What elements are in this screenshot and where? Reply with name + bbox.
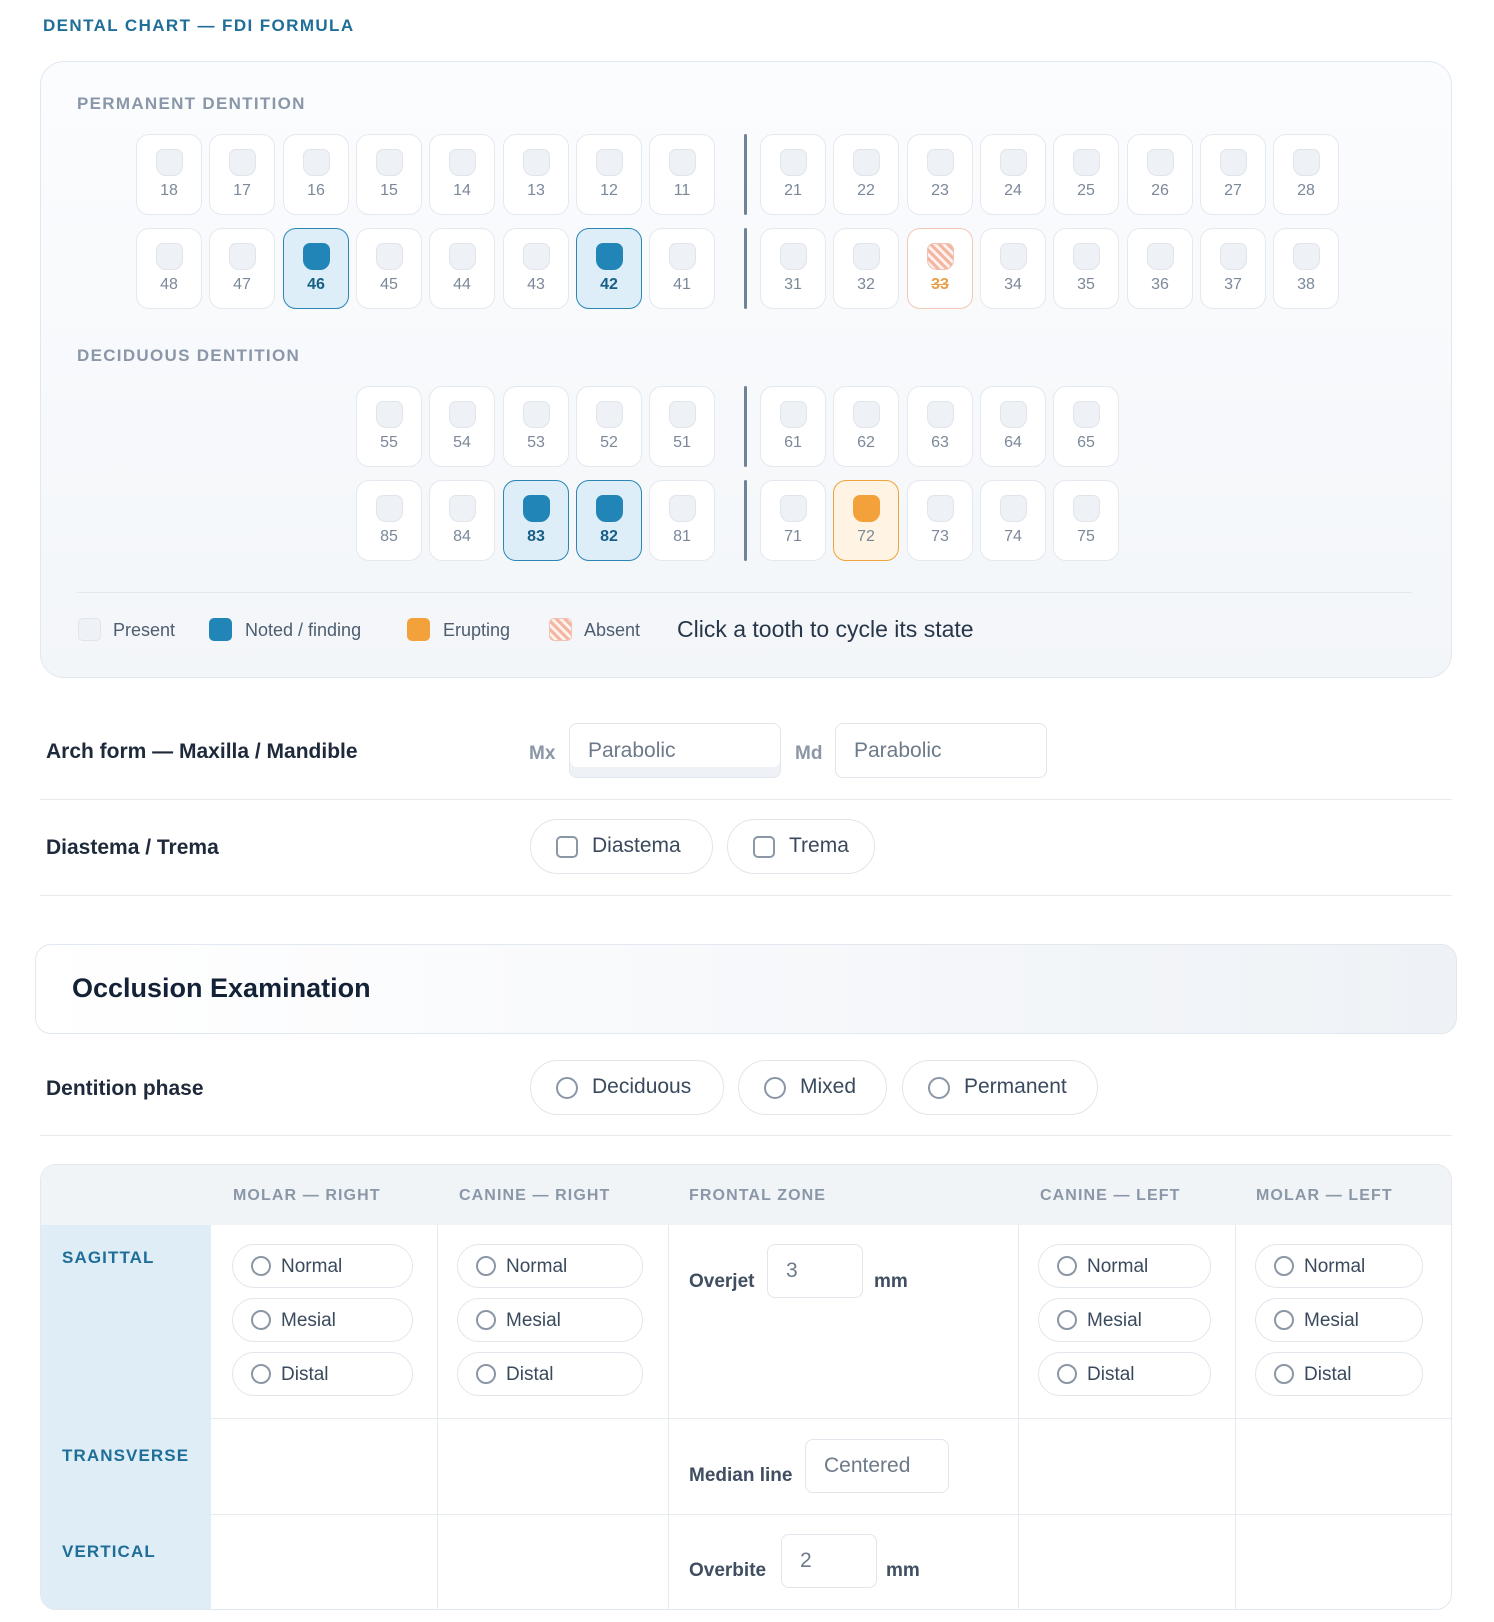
tooth-21[interactable] [760,134,826,215]
tooth-25[interactable] [1053,134,1119,215]
radio-icon [1057,1310,1077,1330]
tooth-52[interactable] [576,386,642,467]
radio-label: Normal [1087,1256,1149,1277]
tooth-crown-icon [523,401,550,428]
radio-label: Distal [1087,1364,1135,1385]
tooth-12[interactable] [576,134,642,215]
col-frontal-zone: FRONTAL ZONE [689,1187,827,1204]
legend-erupting-label: Erupting [443,620,511,640]
tooth-crown-icon [449,495,476,522]
tooth-65[interactable] [1053,386,1119,467]
tooth-crown-icon [1073,401,1100,428]
radio-icon [476,1310,496,1330]
tooth-63[interactable] [907,386,973,467]
radio-label: Distal [1304,1364,1352,1385]
mandible-arch-input[interactable]: Parabolic [835,723,1047,778]
tooth-83[interactable] [503,480,569,561]
tooth-54[interactable] [429,386,495,467]
tooth-number: 23 [931,182,949,199]
radio-label: Normal [281,1256,343,1277]
checkbox-icon [556,836,578,858]
tooth-84[interactable] [429,480,495,561]
midline-divider [744,480,747,561]
tooth-crown-icon [449,401,476,428]
radio-label: Normal [1304,1256,1366,1277]
tooth-crown-icon [780,495,807,522]
radio-icon [1274,1256,1294,1276]
tooth-number: 31 [784,276,802,293]
tooth-crown-icon [1147,243,1174,270]
tooth-crown-icon [1073,243,1100,270]
tooth-62[interactable] [833,386,899,467]
tooth-crown-icon [1220,243,1247,270]
radio-icon [251,1256,271,1276]
tooth-crown-icon [449,149,476,176]
tooth-number: 47 [233,276,251,293]
tooth-number: 15 [380,182,398,199]
tooth-crown-icon [1000,149,1027,176]
tooth-15[interactable] [356,134,422,215]
row-divider [40,799,1452,800]
tooth-36[interactable] [1127,228,1193,309]
tooth-81[interactable] [649,480,715,561]
canine-right-mesial-radio[interactable] [457,1298,643,1342]
tooth-38[interactable] [1273,228,1339,309]
tooth-crown-icon [1000,243,1027,270]
radio-label: Mesial [281,1310,336,1331]
radio-label: Distal [506,1364,554,1385]
canine-left-distal-radio[interactable] [1038,1352,1211,1396]
tooth-number: 32 [857,276,875,293]
tooth-number: 84 [453,528,471,545]
tooth-crown-icon [1000,401,1027,428]
tooth-number: 53 [527,434,545,451]
tooth-crown-icon [1220,149,1247,176]
tooth-crown-icon [376,149,403,176]
occlusion-table [40,1164,1452,1610]
tooth-74[interactable] [980,480,1046,561]
molar-left-distal-radio[interactable] [1255,1352,1423,1396]
tooth-44[interactable] [429,228,495,309]
tooth-crown-icon [1073,495,1100,522]
tooth-crown-icon [927,495,954,522]
molar-left-normal-radio[interactable] [1255,1244,1423,1288]
tooth-number: 11 [673,182,691,199]
tooth-27[interactable] [1200,134,1266,215]
tooth-37[interactable] [1200,228,1266,309]
tooth-crown-icon [596,243,623,270]
tooth-crown-icon [669,243,696,270]
tooth-number: 14 [453,182,471,199]
tooth-17[interactable] [209,134,275,215]
trema-checkbox[interactable] [727,819,875,874]
md-prefix: Md [795,743,823,764]
tooth-34[interactable] [980,228,1046,309]
midline-divider [744,386,747,467]
tooth-61[interactable] [760,386,826,467]
maxilla-arch-input[interactable]: Parabolic [569,723,781,778]
tooth-number: 83 [527,528,545,545]
molar-right-mesial-radio[interactable] [232,1298,413,1342]
canine-left-mesial-radio[interactable] [1038,1298,1211,1342]
tooth-crown-icon [927,401,954,428]
tooth-crown-icon [853,495,880,522]
canine-left-normal-radio[interactable] [1038,1244,1211,1288]
overjet-unit: mm [874,1271,908,1292]
radio-icon [476,1364,496,1384]
legend-present-swatch [78,618,101,641]
radio-icon [251,1310,271,1330]
tooth-crown-icon [596,401,623,428]
tooth-crown-icon [449,243,476,270]
tooth-number: 73 [931,528,949,545]
legend-noted-swatch [209,618,232,641]
tooth-number: 37 [1224,276,1242,293]
tooth-crown-icon [780,243,807,270]
arch-form-label: Arch form — Maxilla / Mandible [46,740,358,763]
tooth-crown-icon [596,495,623,522]
tooth-number: 12 [600,182,618,199]
tooth-crown-icon [303,243,330,270]
tooth-75[interactable] [1053,480,1119,561]
tooth-crown-icon [1293,149,1320,176]
molar-left-mesial-radio[interactable] [1255,1298,1423,1342]
tooth-crown-icon [376,401,403,428]
tooth-crown-icon [523,149,550,176]
dentition-permanent-radio[interactable] [902,1060,1098,1115]
permanent-radio-label: Permanent [964,1075,1067,1098]
radio-label: Normal [506,1256,568,1277]
tooth-number: 85 [380,528,398,545]
tooth-number: 17 [233,182,251,199]
mixed-radio-label: Mixed [800,1075,857,1098]
row-divider [40,1135,1452,1136]
tooth-55[interactable] [356,386,422,467]
permanent-dentition-label: PERMANENT DENTITION [77,94,306,113]
tooth-crown-icon [523,495,550,522]
radio-label: Distal [281,1364,329,1385]
tooth-crown-icon [376,243,403,270]
radio-icon [556,1077,578,1099]
occlusion-section-header [35,944,1457,1034]
tooth-number: 62 [857,434,875,451]
radio-icon [764,1077,786,1099]
tooth-45[interactable] [356,228,422,309]
overjet-input[interactable]: 3 [767,1244,863,1298]
tooth-number: 65 [1077,434,1095,451]
row-divider [211,1418,1452,1419]
tooth-crown-icon [1073,149,1100,176]
radio-icon [1057,1364,1077,1384]
tooth-number: 54 [453,434,471,451]
tooth-16[interactable] [283,134,349,215]
diastema-checkbox-label: Diastema [592,834,681,857]
tooth-number: 72 [857,528,875,545]
tooth-number: 48 [160,276,178,293]
radio-icon [928,1077,950,1099]
legend-erupting-swatch [407,618,430,641]
checkbox-icon [753,836,775,858]
tooth-crown-icon [780,149,807,176]
tooth-85[interactable] [356,480,422,561]
tooth-number: 21 [784,182,802,199]
tooth-number: 36 [1151,276,1169,293]
molar-right-normal-radio[interactable] [232,1244,413,1288]
tooth-41[interactable] [649,228,715,309]
tooth-23[interactable] [907,134,973,215]
tooth-number: 63 [931,434,949,451]
mx-prefix: Mx [529,743,556,764]
tooth-number: 18 [160,182,178,199]
tooth-number: 43 [527,276,545,293]
tooth-crown-icon [927,149,954,176]
tooth-crown-icon [376,495,403,522]
midline-divider [744,134,747,215]
overbite-unit: mm [886,1560,920,1581]
tooth-crown-icon [853,149,880,176]
tooth-35[interactable] [1053,228,1119,309]
tooth-24[interactable] [980,134,1046,215]
tooth-crown-icon [669,495,696,522]
radio-icon [1274,1310,1294,1330]
radio-icon [476,1256,496,1276]
row-divider [211,1514,1452,1515]
legend-divider [77,592,1412,593]
tooth-42[interactable] [576,228,642,309]
tooth-18[interactable] [136,134,202,215]
col-canine-right: CANINE — RIGHT [459,1187,611,1204]
tooth-47[interactable] [209,228,275,309]
tooth-number: 28 [1297,182,1315,199]
tooth-number: 35 [1077,276,1095,293]
tooth-71[interactable] [760,480,826,561]
tooth-number: 42 [600,276,618,293]
col-molar-left: MOLAR — LEFT [1256,1187,1393,1204]
row-sagittal: SAGITTAL [62,1248,155,1267]
legend-absent-swatch [549,618,572,641]
dentition-mixed-radio[interactable] [738,1060,887,1115]
tooth-31[interactable] [760,228,826,309]
tooth-13[interactable] [503,134,569,215]
tooth-crown-icon [156,149,183,176]
tooth-number: 33 [931,276,949,293]
radio-icon [1274,1364,1294,1384]
deciduous-radio-label: Deciduous [592,1075,692,1098]
tooth-crown-icon [229,243,256,270]
overjet-label: Overjet [689,1271,755,1292]
tooth-crown-icon [1293,243,1320,270]
tooth-number: 64 [1004,434,1022,451]
canine-right-distal-radio[interactable] [457,1352,643,1396]
tooth-number: 71 [784,528,802,545]
tooth-number: 81 [673,528,691,545]
tooth-crown-icon [927,243,954,270]
diastema-trema-label: Diastema / Trema [46,836,219,859]
tooth-number: 34 [1004,276,1022,293]
tooth-crown-icon [853,401,880,428]
tooth-number: 27 [1224,182,1242,199]
tooth-crown-icon [1147,149,1174,176]
tooth-28[interactable] [1273,134,1339,215]
tooth-crown-icon [523,243,550,270]
molar-right-distal-radio[interactable] [232,1352,413,1396]
tooth-number: 44 [453,276,471,293]
row-transverse: TRANSVERSE [62,1446,190,1465]
tooth-32[interactable] [833,228,899,309]
tooth-number: 51 [673,434,691,451]
tooth-number: 46 [307,276,325,293]
trema-checkbox-label: Trema [789,834,849,857]
tooth-number: 22 [857,182,875,199]
legend-noted-label: Noted / finding [245,620,362,640]
legend-absent-label: Absent [584,620,641,640]
tooth-number: 82 [600,528,618,545]
tooth-number: 55 [380,434,398,451]
deciduous-dentition-label: DECIDUOUS DENTITION [77,346,301,365]
tooth-48[interactable] [136,228,202,309]
radio-icon [1057,1256,1077,1276]
tooth-14[interactable] [429,134,495,215]
radio-label: Mesial [1087,1310,1142,1331]
tooth-crown-icon [229,149,256,176]
dentition-phase-label: Dentition phase [46,1077,204,1100]
tooth-number: 52 [600,434,618,451]
tooth-crown-icon [669,401,696,428]
tooth-number: 38 [1297,276,1315,293]
median-line-input[interactable]: Centered [805,1439,949,1493]
tooth-number: 16 [307,182,325,199]
tooth-crown-icon [303,149,330,176]
tooth-46[interactable] [283,228,349,309]
tooth-crown-icon [156,243,183,270]
tooth-43[interactable] [503,228,569,309]
occlusion-title: Occlusion Examination [72,973,371,1003]
row-vertical: VERTICAL [62,1542,156,1561]
tooth-crown-icon [596,149,623,176]
col-molar-right: MOLAR — RIGHT [233,1187,381,1204]
tooth-number: 45 [380,276,398,293]
midline-divider [744,228,747,309]
dentition-deciduous-radio[interactable] [530,1060,724,1115]
radio-label: Mesial [1304,1310,1359,1331]
tooth-51[interactable] [649,386,715,467]
legend-present-label: Present [113,620,176,640]
median-line-label: Median line [689,1465,793,1486]
tooth-number: 26 [1151,182,1169,199]
tooth-crown-icon [669,149,696,176]
legend-hint: Click a tooth to cycle its state [677,616,974,642]
tooth-number: 74 [1004,528,1022,545]
tooth-number: 25 [1077,182,1095,199]
tooth-crown-icon [853,243,880,270]
tooth-11[interactable] [649,134,715,215]
row-divider [40,895,1452,896]
overbite-input[interactable]: 2 [781,1534,877,1588]
tooth-number: 41 [673,276,691,293]
tooth-number: 61 [784,434,802,451]
tooth-crown-icon [780,401,807,428]
tooth-number: 75 [1077,528,1095,545]
tooth-73[interactable] [907,480,973,561]
tooth-72[interactable] [833,480,899,561]
tooth-22[interactable] [833,134,899,215]
tooth-64[interactable] [980,386,1046,467]
canine-right-normal-radio[interactable] [457,1244,643,1288]
col-canine-left: CANINE — LEFT [1040,1187,1181,1204]
radio-label: Mesial [506,1310,561,1331]
tooth-number: 24 [1004,182,1022,199]
diastema-checkbox[interactable] [530,819,713,874]
tooth-82[interactable] [576,480,642,561]
tooth-crown-icon [1000,495,1027,522]
tooth-26[interactable] [1127,134,1193,215]
tooth-33[interactable] [907,228,973,309]
tooth-53[interactable] [503,386,569,467]
tooth-number: 13 [527,182,545,199]
page-title: DENTAL CHART — FDI FORMULA [43,16,355,35]
overbite-label: Overbite [689,1560,767,1581]
radio-icon [251,1364,271,1384]
